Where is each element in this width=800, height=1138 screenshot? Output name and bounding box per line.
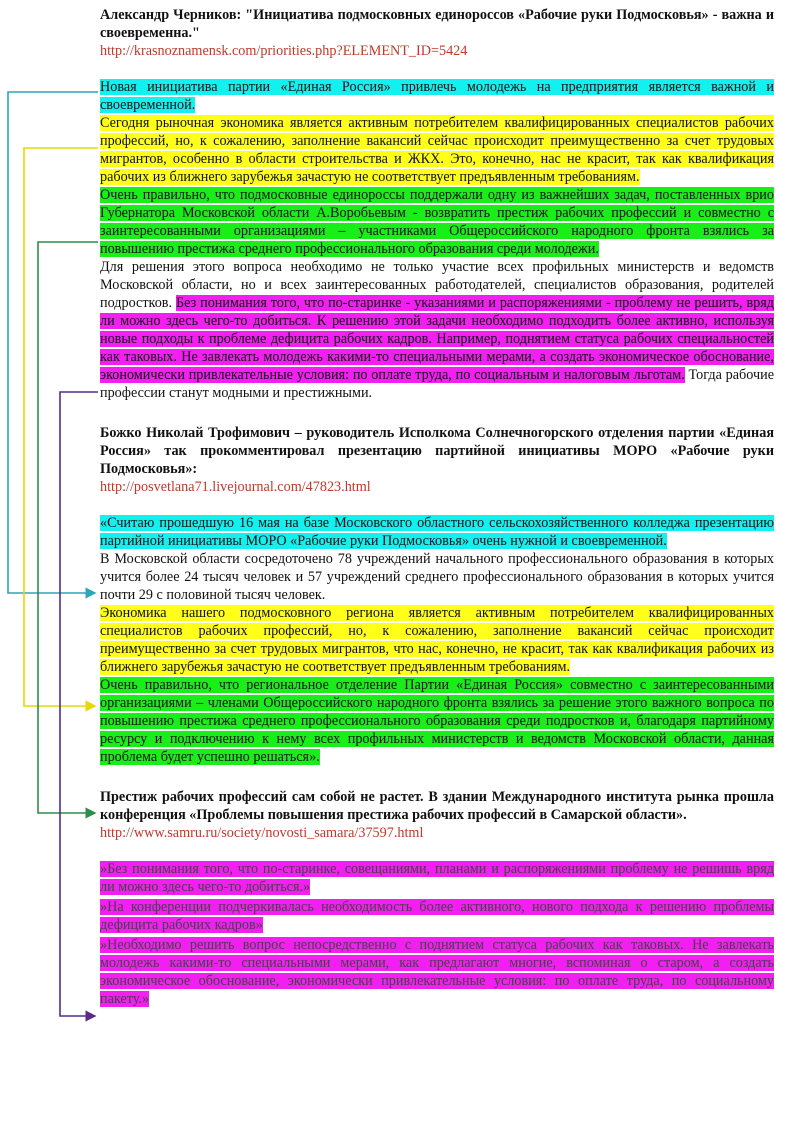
section-samara <box>100 788 774 1008</box>
yellow-paragraph <box>100 114 774 186</box>
cyan-connector <box>8 92 98 593</box>
source-link[interactable]: http://posvetlana71.livejournal.com/47823.html <box>100 479 371 495</box>
quote-item <box>100 860 774 896</box>
source-link[interactable]: http://www.samru.ru/society/novosti_samara/37597.html <box>100 825 424 841</box>
plain-text-start: Для решения этого вопроса необходимо не только участие всех профильных министерств и ведомств Московской области, но и всех заинтересованных работодателей, специалистов образования, родителей подростков. <box>100 259 774 311</box>
magenta-quote: »Необходимо решить вопрос непосредственно с поднятием статуса рабочих как таковых. Не завлекать молодежь какими-то специальными мерами, как предлагают многие, вспоминая о старом, а создать экономическое обоснование, экономически привлекательные условия: по оплате труда, по социальному пакету.» <box>100 937 774 1007</box>
section-chernikov <box>100 6 774 402</box>
yellow-highlight: Экономика нашего подмосковного региона является активным потребителем квалифицированных специалистов рабочих профессий, но, к сожалению, заполнение вакансий сейчас происходит преимущественно за счет трудовых мигрантов, что нас, конечно, не красит, так как квалификация рабочих из ближнего зарубежья зачастую не соответствует предъявленным требованиям. <box>100 605 774 675</box>
green-connector <box>38 242 98 813</box>
green-highlight: Очень правильно, что подмосковные единороссы поддержали одну из важнейших задач, поставленных врио Губернатора Московской области А.Воробьевым - возвратить престиж рабочих профессий и совместно с заинтересованными организациями – участниками Общероссийского народного фронта взялись за повышению престижа среднего профессионального образования среди молодежи. <box>100 187 774 257</box>
document-page <box>100 6 774 1010</box>
section-bozhko <box>100 424 774 766</box>
section-heading: Божко Николай Трофимович – руководитель Исполкома Солнечногорского отделения партии «Единая Россия» так прокомментировал презентацию партийной инициативы МОРО «Рабочие руки Подмосковья»: <box>100 425 774 477</box>
quote-item <box>100 898 774 934</box>
magenta-connector <box>60 392 98 1016</box>
cyan-paragraph <box>100 514 774 550</box>
plain-text-end: Тогда рабочие профессии станут модными и престижными. <box>100 367 775 401</box>
green-paragraph <box>100 186 774 258</box>
cyan-highlight: «Считаю прошедшую 16 мая на базе Московского областного сельскохозяйственного колледжа презентацию партийной инициативы МОРО «Рабочие руки Подмосковья» очень нужной и своевременной. <box>100 515 774 549</box>
mixed-paragraph <box>100 258 774 402</box>
section-heading: Престиж рабочих профессий сам собой не растет. В здании Международного института рынка прошла конференция «Проблемы повышения престижа рабочих профессий в Самарской области». <box>100 789 774 823</box>
source-link[interactable]: http://krasnoznamensk.com/priorities.php?ELEMENT_ID=5424 <box>100 43 468 59</box>
yellow-highlight: Сегодня рыночная экономика является активным потребителем квалифицированных специалистов рабочих профессий, но, к сожалению, заполнение вакансий сейчас происходит преимущественно за счет трудовых мигрантов, особенно в области строительства и ЖКХ. Это, конечно, нас не красит, так как квалификация рабочих из ближнего зарубежья зачастую не соответствует предъявленным требованиям. <box>100 115 774 185</box>
plain-paragraph: В Московской области сосредоточено 78 учреждений начального профессионального образования в которых учится более 24 тысяч человек и 57 учреждений среднего профессионального образования в которых учится почти 29 с половиной тысяч человек. <box>100 551 774 603</box>
magenta-quote: »Без понимания того, что по-старинке, совещаниями, планами и распоряжениями проблему не решишь вряд ли можно здесь чего-то добиться.» <box>100 861 774 895</box>
green-highlight: Очень правильно, что региональное отделение Партии «Единая Россия» совместно с заинтересованными организациями – членами Общероссийского народного фронта взялись за решение этого важного вопроса по повышению престижа среднего профессионального образования среди подростков и, благодаря партийному ресурсу и подключению к нему всех профильных министерств и ведомств Московской области, данная проблема будет успешно решаться». <box>100 677 774 765</box>
cyan-highlight: Новая инициатива партии «Единая Россия» привлечь молодежь на предприятия является важной и своевременной. <box>100 79 774 113</box>
cyan-paragraph <box>100 78 774 114</box>
magenta-highlight: Без понимания того, что по-старинке - указаниями и распоряжениями - проблему не решить, вряд ли можно здесь чего-то добиться. К решению этой задачи необходимо подходить более активно, используя новые подходы к проблеме дефицита рабочих кадров. Например, поднятием статуса рабочих специальностей как таковых. Не завлекать молодежь какими-то специальными мерами, а создать экономическое обоснование, экономически привлекательные условия: по оплате труда, по социальным и налоговым льготам. <box>100 295 774 383</box>
green-paragraph <box>100 676 774 766</box>
quote-list <box>100 860 774 1008</box>
yellow-connector <box>24 148 98 706</box>
quote-item <box>100 936 774 1008</box>
magenta-quote: »На конференции подчеркивалась необходимость более активного, нового подхода к решению проблемы дефицита рабочих кадров» <box>100 899 774 933</box>
yellow-paragraph <box>100 604 774 676</box>
section-heading: Александр Черников: "Инициатива подмосковных единороссов «Рабочие руки Подмосковья» - важна и своевременна." <box>100 7 774 41</box>
